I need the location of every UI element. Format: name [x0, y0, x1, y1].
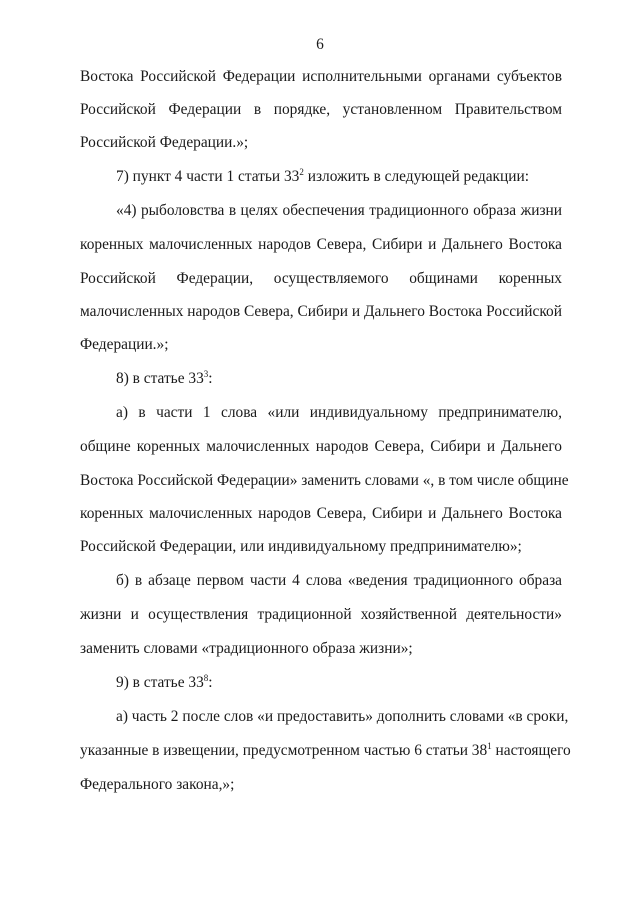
- page-number: 6: [316, 36, 324, 53]
- text-fragment: :: [208, 370, 213, 387]
- text-fragment: :: [208, 674, 213, 691]
- text-line: коренных малочисленных народов Севера, Сибири и Дальнего Востока: [80, 505, 562, 522]
- text-line: «4) рыболовства в целях обеспечения традиционного образа жизни: [116, 202, 562, 219]
- superscript: 3: [203, 369, 209, 379]
- text-line: Российской Федерации.»;: [80, 134, 249, 151]
- text-line: заменить словами «традиционного образа жизни»;: [80, 640, 413, 657]
- text-line: жизни и осуществления традиционной хозяйственной деятельности»: [80, 606, 562, 623]
- text-fragment: настоящего: [491, 742, 571, 759]
- text-line: Федерации.»;: [80, 336, 169, 353]
- text-fragment: 7) пункт 4 части 1 статьи 33: [116, 168, 300, 185]
- text-line: [116, 166, 562, 188]
- text-line: Российской Федерации, или индивидуальному предпринимателю»;: [80, 538, 522, 555]
- text-fragment: изложить в следующей редакции:: [303, 168, 530, 185]
- text-line: Российской Федерации, осуществляемого общинами коренных: [80, 270, 562, 287]
- text-line: б) в абзаце первом части 4 слова «ведения традиционного образа: [116, 572, 562, 589]
- text-line: Федерального закона,»;: [80, 776, 235, 793]
- text-line: малочисленных народов Севера, Сибири и Дальнего Востока Российской: [80, 303, 562, 320]
- superscript: 2: [299, 167, 304, 177]
- text-line: Российской Федерации в порядке, установленном Правительством: [80, 101, 562, 118]
- text-line: а) в части 1 слова «или индивидуальному предпринимателю,: [116, 404, 562, 421]
- text-line: общине коренных малочисленных народов Севера, Сибири и Дальнего: [80, 438, 562, 455]
- text-line: Востока Российской Федерации исполнительными органами субъектов: [80, 68, 562, 85]
- superscript: 8: [203, 673, 209, 683]
- text-line: [80, 740, 571, 762]
- text-line: [116, 368, 562, 390]
- text-line: коренных малочисленных народов Севера, Сибири и Дальнего Востока: [80, 236, 562, 253]
- text-line: [116, 672, 562, 694]
- text-fragment: 8) в статье 33: [116, 370, 204, 387]
- superscript: 1: [487, 741, 492, 751]
- text-fragment: указанные в извещении, предусмотренном частью 6 статьи 38: [80, 742, 488, 759]
- text-line: Востока Российской Федерации» заменить словами «, в том числе общине: [80, 472, 569, 489]
- text-line: а) часть 2 после слов «и предоставить» дополнить словами «в сроки,: [116, 708, 569, 725]
- text-fragment: 9) в статье 33: [116, 674, 204, 691]
